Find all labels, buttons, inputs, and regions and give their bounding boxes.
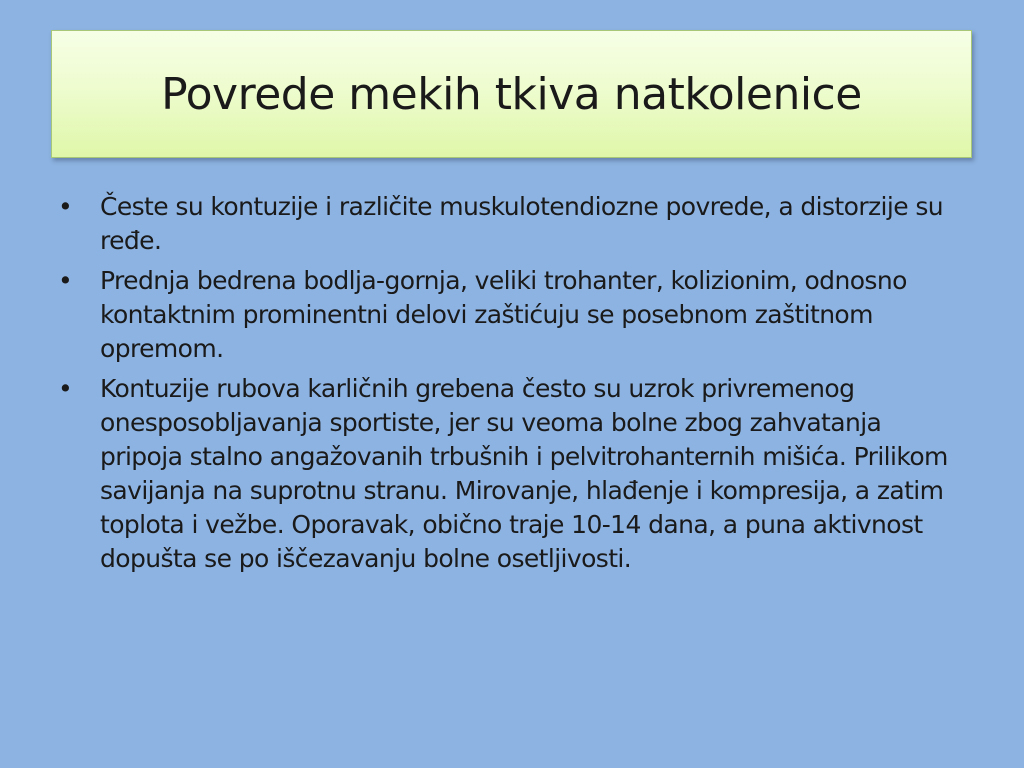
bullet-text: Kontuzije rubova karličnih grebena često su uzrok privremenog onesposobljavanja sportiste, jer su veoma bolne zbog zahvatanja pripoja stalno angažovanih trbušnih i pelvitrohanternih mišića. Prilikom savijanja na suprotnu stranu. Mirovanje, hlađenje i kompresija, a zatim toplota i vežbe. Oporavak, obično traje 10-14 dana, a puna aktivnost dopušta se po iščezavanju bolne osetljivosti. [100, 374, 948, 573]
bullet-item [56, 372, 968, 576]
bullet-item [56, 190, 968, 258]
bullet-dot-icon: • [58, 374, 73, 403]
bullet-text: Česte su kontuzije i različite muskulotendiozne povrede, a distorzije su ređe. [100, 192, 944, 255]
bullet-dot-icon: • [58, 266, 73, 295]
title-box [51, 30, 972, 158]
bullet-item [56, 264, 968, 366]
bullet-list [56, 190, 968, 582]
bullet-text: Prednja bedrena bodlja-gornja, veliki trohanter, kolizionim, odnosno kontaktnim prominentni delovi zaštićuju se posebnom zaštitnom opremom. [100, 266, 907, 363]
slide-title: Povrede mekih tkiva natkolenice [161, 68, 862, 120]
bullet-dot-icon: • [58, 192, 73, 221]
